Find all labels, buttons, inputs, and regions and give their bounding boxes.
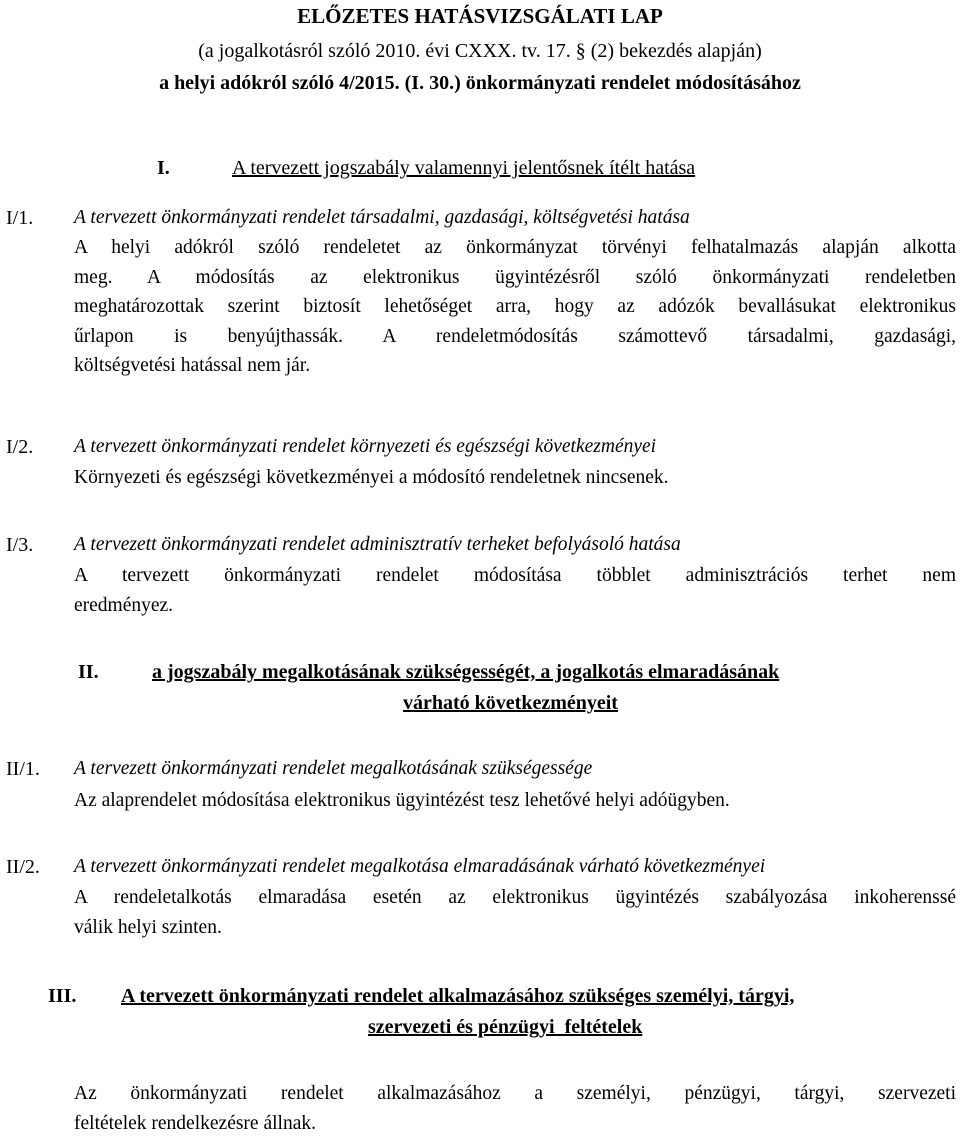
item-title: A tervezett önkormányzati rendelet megalkotásának szükségessége — [74, 758, 592, 780]
body-line: A tervezett önkormányzati rendelet módosítása többlet adminisztrációs terhet nem — [74, 561, 956, 591]
item-number: I/1. — [6, 207, 33, 230]
section-3-heading-line-1: A tervezett önkormányzati rendelet alkalmazásához szükséges személyi, tárgyi, — [121, 985, 794, 1008]
item-number: II/1. — [6, 758, 40, 781]
section-3-body — [74, 1079, 956, 1138]
section-2-heading-line-1: a jogszabály megalkotásának szükségességét, a jogalkotás elmaradásának — [152, 661, 779, 684]
section-1-heading: A tervezett jogszabály valamennyi jelentősnek ítélt hatása — [232, 157, 695, 180]
item-body — [74, 561, 956, 620]
section-1-numeral: I. — [157, 157, 170, 180]
item-body — [74, 786, 956, 816]
item-title: A tervezett önkormányzati rendelet környezeti és egészségi következményei — [74, 436, 656, 458]
body-line: meghatározottak szerint biztosít lehetőséget arra, hogy az adózók bevallásukat elektronikus — [74, 292, 956, 322]
body-line: Az önkormányzati rendelet alkalmazásához a személyi, pénzügyi, tárgyi, szervezeti — [74, 1079, 956, 1109]
document-subtitle-regulation: a helyi adókról szóló 4/2015. (I. 30.) önkormányzati rendelet módosításához — [0, 72, 960, 95]
document-subtitle-law-reference: (a jogalkotásról szóló 2010. évi CXXX. tv. 17. § (2) bekezdés alapján) — [0, 40, 960, 63]
body-line: A helyi adókról szóló rendeletet az önkormányzat törvényi felhatalmazás alapján alkotta — [74, 233, 956, 263]
document-title: ELŐZETES HATÁSVIZSGÁLATI LAP — [0, 4, 960, 29]
item-number: II/2. — [6, 856, 40, 879]
item-title: A tervezett önkormányzati rendelet adminisztratív terheket befolyásoló hatása — [74, 534, 681, 556]
body-line: meg. A módosítás az elektronikus ügyintézésről szóló önkormányzati rendeletben — [74, 263, 956, 293]
item-title: A tervezett önkormányzati rendelet társadalmi, gazdasági, költségvetési hatása — [74, 207, 690, 229]
item-body — [74, 233, 956, 381]
item-title: A tervezett önkormányzati rendelet megalkotása elmaradásának várható következményei — [74, 856, 765, 878]
item-number: I/2. — [6, 436, 33, 459]
body-line: feltételek rendelkezésre állnak. — [74, 1109, 956, 1138]
item-body — [74, 883, 956, 942]
item-body — [74, 463, 956, 493]
body-line: Környezeti és egészségi következményei a módosító rendeletnek nincsenek. — [74, 463, 956, 493]
body-line: űrlapon is benyújthassák. A rendeletmódosítás számottevő társadalmi, gazdasági, — [74, 322, 956, 352]
section-2-heading-line-2: várható következményeit — [403, 692, 618, 715]
body-line: Az alaprendelet módosítása elektronikus ügyintézést tesz lehetővé helyi adóügyben. — [74, 786, 956, 816]
section-3-heading-line-2: szervezeti és pénzügyi feltételek — [368, 1016, 642, 1039]
section-2-numeral: II. — [78, 661, 99, 684]
body-line: eredményez. — [74, 591, 956, 621]
body-line: válik helyi szinten. — [74, 913, 956, 943]
item-number: I/3. — [6, 534, 33, 557]
body-line: költségvetési hatással nem jár. — [74, 351, 956, 381]
section-3-numeral: III. — [48, 985, 76, 1008]
body-line: A rendeletalkotás elmaradása esetén az elektronikus ügyintézés szabályozása inkoherenssé — [74, 883, 956, 913]
